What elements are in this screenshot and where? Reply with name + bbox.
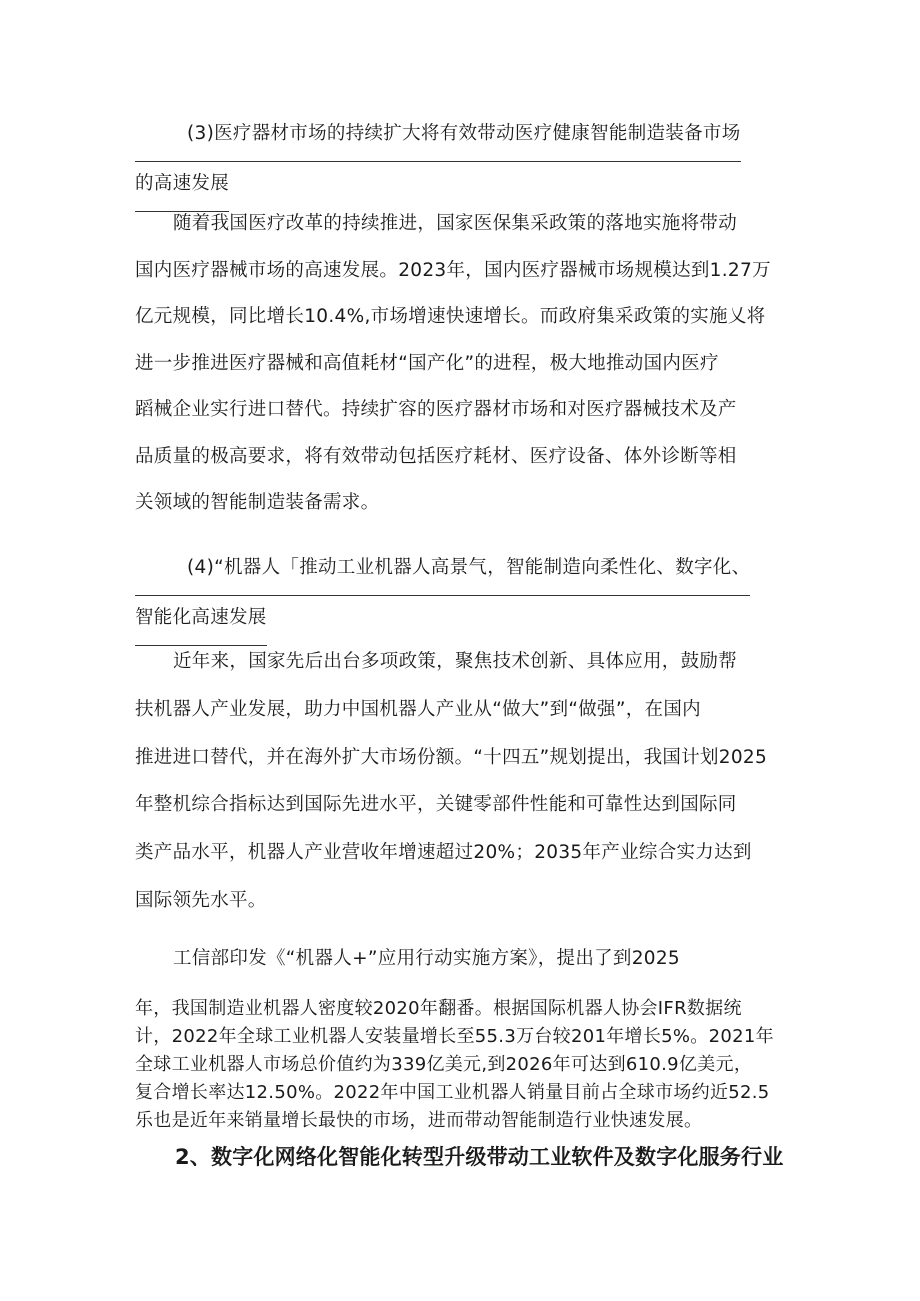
heading-line: (4)“机器人「推动工业机器人高景气，智能制造向柔性化、数字化、 bbox=[135, 546, 750, 596]
heading-line: 的高速发展 bbox=[135, 162, 229, 212]
paragraph-line: 推进进口替代，并在海外扩大市场份额。“十四五”规划提出，我国计划2025 bbox=[135, 746, 768, 768]
paragraph-line: 近年来，国家先后出台多项政策，聚焦技术创新、具体应用，鼓励帮 bbox=[173, 651, 738, 672]
paragraph-line: 类产品水平，机器人产业营收年增速超过20%；2035年产业综合实力达到 bbox=[135, 842, 752, 864]
paragraph-line: 蹈械企业实行进口替代。持续扩容的医疗器材市场和对医疗器械技术及产 bbox=[135, 399, 737, 420]
paragraph-line: 工信部印发《“机器人+”应用行动实施方案》，提出了到2025 bbox=[173, 948, 681, 969]
section-4-paragraph-2-first bbox=[135, 939, 795, 980]
paragraph-line: 全球工业机器人市场总价值约为339亿美元,到2026年可达到610.9亿美元， bbox=[135, 1054, 753, 1075]
paragraph-line: 复合增长率达12.50%。2022年中国工业机器人销量目前占全球市场约近52.5 bbox=[135, 1082, 770, 1103]
paragraph-line: 品质量的极高要求，将有效带动包括医疗耗材、医疗设备、体外诊断等相 bbox=[135, 445, 737, 467]
paragraph-line: 关领域的智能制造装备需求。 bbox=[135, 492, 380, 513]
paragraph-line: 计，2022年全球工业机器人安装量增长至55.3万台较201年增长5%。2021年 bbox=[135, 1026, 774, 1047]
paragraph-line: 进一步推进医疗器械和高值耗材“国产化”的进程，极大地推动国内医疗 bbox=[135, 352, 719, 374]
paragraph-line: 乐也是近年来销量增长最快的市场，进而带动智能制造行业快速发展。 bbox=[135, 1110, 703, 1131]
heading-line: (3)医疗器材市场的持续扩大将有效带动医疗健康智能制造装备市场 bbox=[135, 112, 741, 162]
paragraph-line: 年整机综合指标达到国际先进水平，关键零部件性能和可靠性达到国际同 bbox=[135, 794, 737, 816]
section-3-paragraph bbox=[135, 201, 795, 527]
paragraph-line: 亿元规模，同比增长10.4%,市场增速快速增长。而政府集采政策的实施乂将 bbox=[135, 306, 766, 327]
section-2-heading bbox=[175, 1139, 835, 1175]
heading-line: 2、数字化网络化智能化转型升级带动工业软件及数字化服务行业 bbox=[175, 1145, 784, 1169]
section-4-paragraph-2 bbox=[135, 995, 795, 1135]
section-3-heading bbox=[135, 112, 795, 212]
paragraph-line: 扶机器人产业发展，助力中国机器人产业从“做大”到“做强”，在国内 bbox=[135, 698, 701, 720]
heading-line: 智能化高速发展 bbox=[135, 596, 267, 646]
paragraph-line: 国际领先水平。 bbox=[135, 889, 267, 911]
paragraph-line: 年，我国制造业机器人密度较2020年翻番。根据国际机器人协会IFR数据统 bbox=[135, 998, 742, 1019]
section-4-heading bbox=[135, 546, 795, 646]
paragraph-line: 随着我国医疗改革的持续推进，国家医保集采政策的落地实施将带动 bbox=[173, 213, 738, 234]
paragraph-line: 国内医疗器械市场的高速发展。2023年，国内医疗器械市场规模达到1.27万 bbox=[135, 259, 771, 281]
section-4-paragraph-1 bbox=[135, 638, 795, 925]
